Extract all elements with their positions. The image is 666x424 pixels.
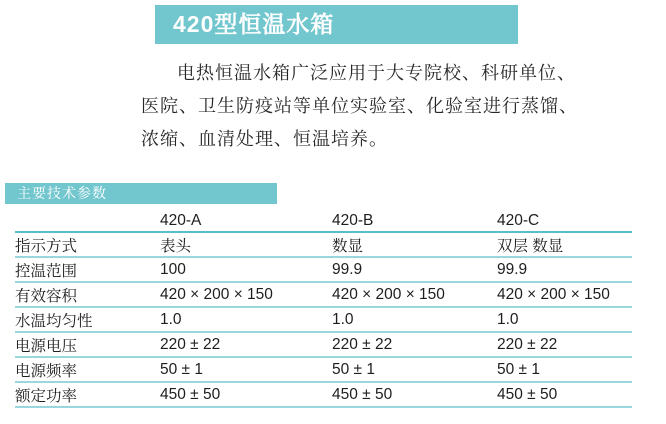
cell-value: 表头: [160, 237, 192, 255]
cell-value: 双层 数显: [497, 237, 564, 255]
cell-value: 450 ± 50: [332, 385, 393, 403]
cell-value: 99.9: [332, 260, 363, 278]
row-label: 指示方式: [15, 237, 78, 255]
table-row: [15, 333, 632, 358]
cell-value: 50 ± 1: [497, 360, 540, 378]
intro-line: 电热恒温水箱广泛应用于大专院校、科研单位、: [177, 63, 576, 83]
cell-value: 50 ± 1: [160, 360, 203, 378]
table-row: [15, 308, 632, 333]
cell-value: 220 ± 22: [332, 335, 393, 353]
intro-line: 医院、卫生防疫站等单位实验室、化验室进行蒸馏、: [141, 96, 578, 116]
cell-value: 1.0: [160, 310, 182, 328]
column-header-420b: 420-B: [332, 211, 374, 229]
row-label: 电源电压: [15, 337, 78, 355]
cell-value: 数显: [332, 237, 364, 255]
cell-value: 420 × 200 × 150: [160, 285, 273, 303]
cell-value: 50 ± 1: [332, 360, 375, 378]
intro-paragraph: [141, 57, 631, 156]
row-label: 控温范围: [15, 262, 78, 280]
table-header-row: [15, 210, 632, 233]
column-header-420a: 420-A: [160, 211, 202, 229]
cell-value: 220 ± 22: [160, 335, 221, 353]
cell-value: 450 ± 50: [497, 385, 558, 403]
column-header-420c: 420-C: [497, 211, 540, 229]
cell-value: 99.9: [497, 260, 528, 278]
page-title: 420型恒温水箱: [155, 5, 518, 44]
row-label: 电源频率: [15, 362, 78, 380]
cell-value: 420 × 200 × 150: [497, 285, 610, 303]
cell-value: 1.0: [332, 310, 354, 328]
table-row: [15, 283, 632, 308]
row-label: 水温均匀性: [15, 312, 93, 330]
table-row: [15, 358, 632, 383]
cell-value: 220 ± 22: [497, 335, 558, 353]
cell-value: 450 ± 50: [160, 385, 221, 403]
table-row: [15, 233, 632, 258]
cell-value: 100: [160, 260, 186, 278]
intro-line: 浓缩、血清处理、恒温培养。: [141, 129, 388, 149]
row-label: 额定功率: [15, 387, 78, 405]
cell-value: 420 × 200 × 150: [332, 285, 445, 303]
table-row: [15, 258, 632, 283]
row-label: 有效容积: [15, 287, 78, 305]
spec-table: [15, 210, 632, 408]
table-row: [15, 383, 632, 408]
cell-value: 1.0: [497, 310, 519, 328]
section-header-tech-params: 主要技术参数: [5, 183, 277, 204]
